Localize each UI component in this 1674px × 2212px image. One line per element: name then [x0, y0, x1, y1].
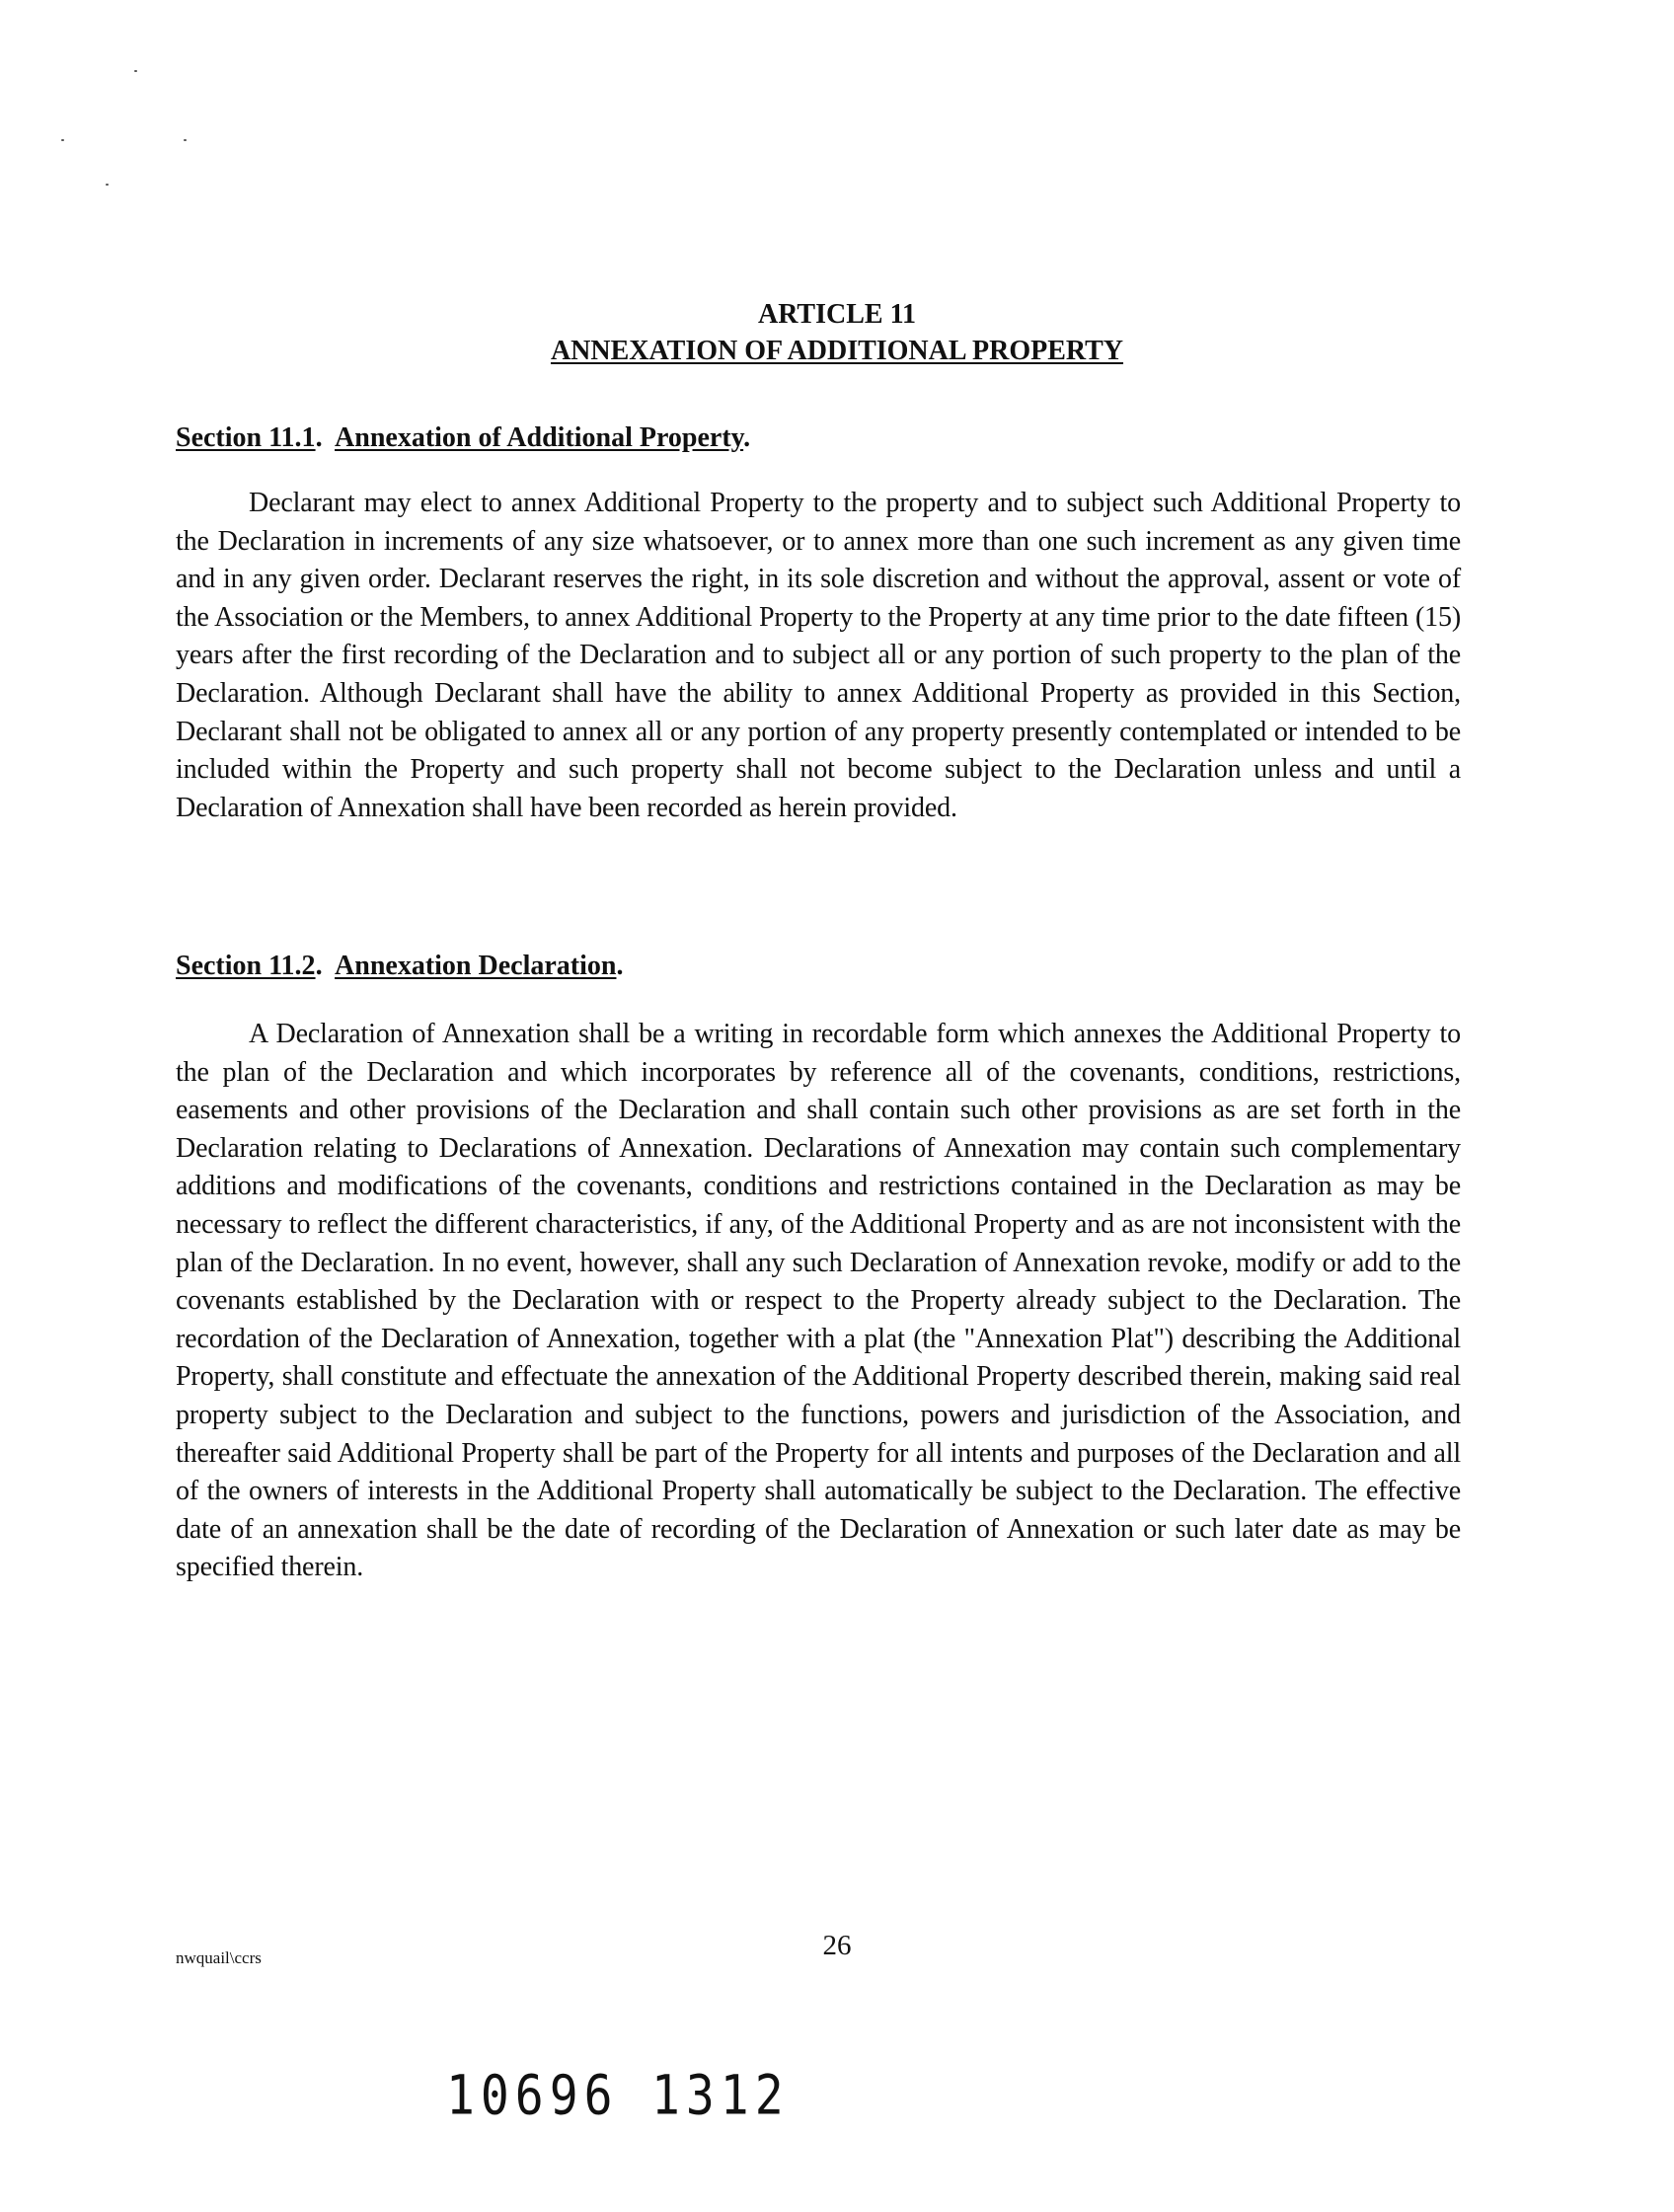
section-heading-11-2: Section 11.2. Annexation Declaration. [176, 951, 624, 981]
file-reference: nwquail\ccrs [176, 1948, 262, 1967]
section-title: Annexation Declaration [335, 951, 617, 981]
page-number: 26 [822, 1930, 852, 1961]
recording-page-number: 1312 [651, 2063, 790, 2128]
article-heading [0, 296, 1674, 369]
section-title: Annexation of Additional Property [335, 422, 744, 453]
section-number: Section 11.1 [176, 422, 316, 453]
section-body-11-1 [176, 485, 1461, 827]
section-heading-11-1: Section 11.1. Annexation of Additional Property. [176, 422, 751, 453]
section-body-11-2 [176, 1016, 1461, 1587]
section-number: Section 11.2 [176, 951, 316, 981]
section-body-text: Declarant may elect to annex Additional Property to the property and to subject such Additional Property to the Declaration in increments of any size whatsoever, or to annex more than one such increment as any given time and in any given order. Declarant reserves the right, in its sole discretion and without the approval, assent or vote of the Association or the Members, to annex Additional Property to the Property at any time prior to the date fifteen (15) years after the first recording of the Declaration and to subject all or any portion of such property to the plan of the Declaration. Although Declarant shall have the ability to annex Additional Property as provided in this Section, Declarant shall not be obligated to annex all or any portion of any property presently contemplated or intended to be included within the Property and such property shall not become subject to the Declaration unless and until a Declaration of Annexation shall have been recorded as herein provided. [176, 488, 1461, 823]
recording-book-number: 10696 [446, 2063, 619, 2128]
section-body-text: A Declaration of Annexation shall be a writing in recordable form which annexes the Additional Property to the plan of the Declaration and which incorporates by reference all of the covenants, conditions, restrictions, easements and other provisions of the Declaration and shall contain such other provisions as are set forth in the Declaration relating to Declarations of Annexation. Declarations of Annexation may contain such complementary additions and modifications of the covenants, conditions and restrictions contained in the Declaration as may be necessary to reflect the different characteristics, if any, of the Additional Property and as are not inconsistent with the plan of the Declaration. In no event, however, shall any such Declaration of Annexation revoke, modify or add to the covenants established by the Declaration with or respect to the Property already subject to the Declaration. The recordation of the Declaration of Annexation, together with a plat (the "Annexation Plat") describing the Additional Property, shall constitute and effectuate the annexation of the Additional Property described therein, making said real property subject to the Declaration and subject to the functions, powers and jurisdiction of the Association, and thereafter said Additional Property shall be part of the Property for all intents and purposes of the Declaration and all of the owners of interests in the Additional Property shall automatically be subject to the Declaration. The effective date of an annexation shall be the date of recording of the Declaration of Annexation or such later date as may be specified therein. [176, 1019, 1461, 1583]
article-title: ANNEXATION OF ADDITIONAL PROPERTY [550, 336, 1124, 366]
article-number: ARTICLE 11 [757, 299, 917, 330]
